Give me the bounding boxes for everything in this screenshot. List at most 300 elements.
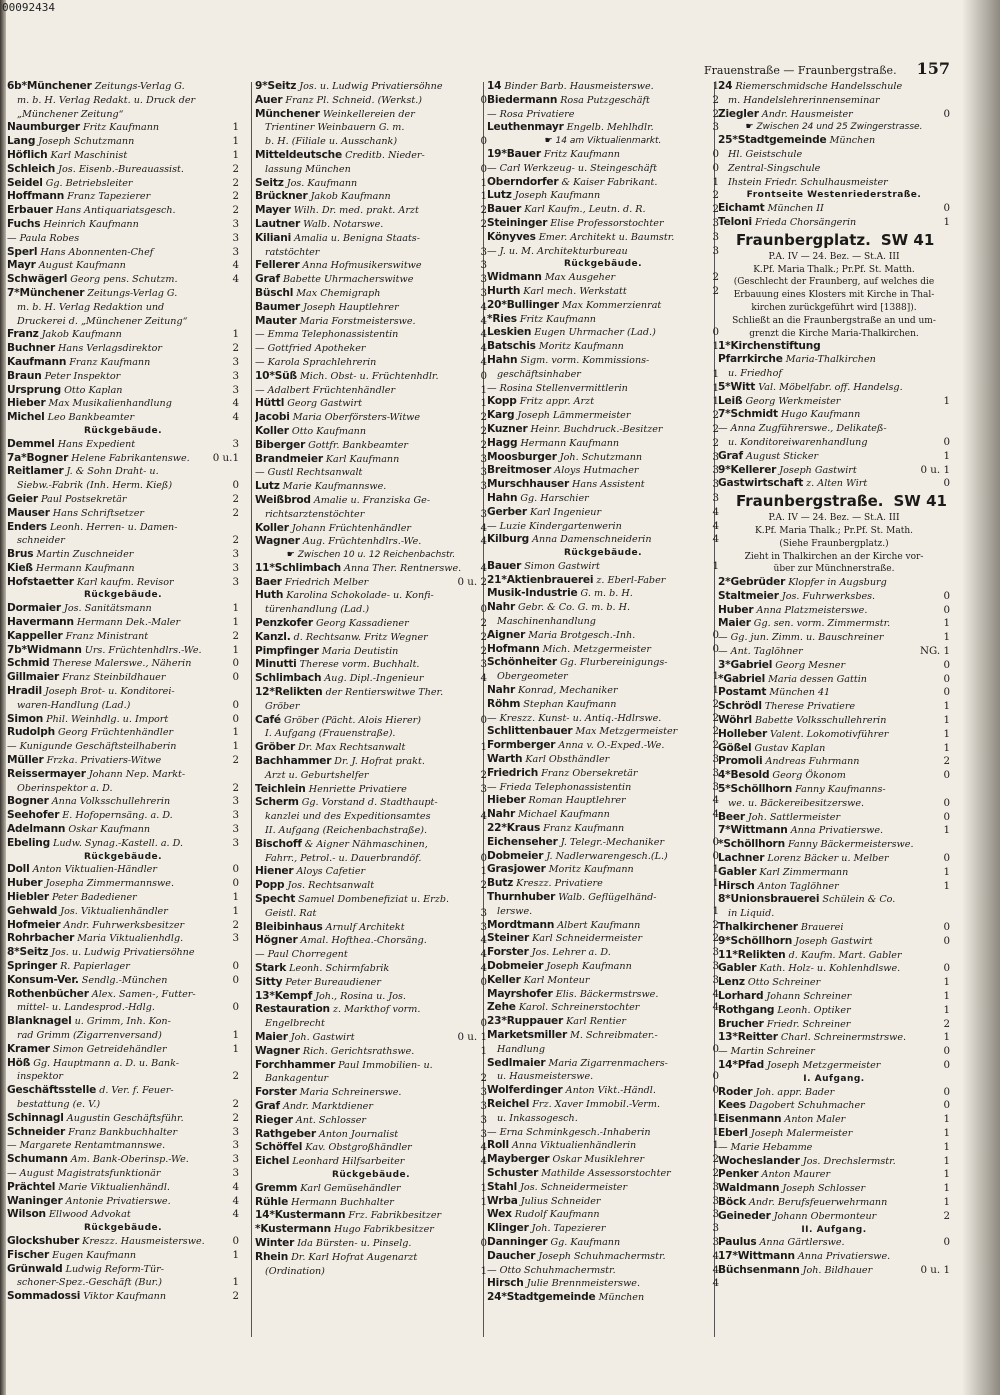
resident-name: Lenz [718,976,745,989]
resident-occupation: Oskar Kaufmann [65,824,151,836]
floor-number: 2 [232,754,239,767]
resident-name: Hurth [487,284,521,297]
floor-number: 3 [232,217,239,230]
house-number: 21* [487,573,507,586]
floor-number: 3 [232,231,239,244]
entry-text: kanzlei und des Expeditionsamtes [265,811,431,823]
resident-occupation: Simon Gastwirt [521,560,600,572]
resident-name: Formberger [487,739,556,752]
entry-continuation [718,907,950,921]
directory-entry [718,202,950,216]
resident-occupation: — Gg. jun. Zimm. u. Bauschreiner [718,632,884,644]
resident-name: Lorhard [718,990,764,1002]
floor-number: 3 [480,452,487,465]
floor-number: 1 [480,190,487,203]
floor-number: 0 [943,1085,950,1098]
resident-occupation: Hermann Kaufmann [32,562,135,574]
directory-entry [487,1057,719,1071]
directory-entry [718,1155,950,1169]
floor-number: 0 [943,477,950,490]
directory-entry [7,630,239,644]
resident-occupation: Joseph Malermeister [747,1127,853,1139]
resident-occupation: Joh. Schutzmann [556,451,643,463]
resident-occupation: August Kaufmann [35,260,126,272]
directory-entry [255,1209,487,1223]
resident-occupation: Maria Zigarrenmachers- [545,1057,668,1069]
resident-occupation: — Paul Chorregent [255,949,348,961]
directory-entry [7,809,239,823]
entry-continuation [7,1098,239,1112]
resident-occupation: Riemerschmidsche Handelsschule [732,81,903,92]
entry-text: in Liquid. [728,908,775,920]
directory-entry [7,135,239,149]
resident-name: Roll [487,1139,509,1152]
resident-name: Mauter [255,314,297,327]
floor-number: 1 [480,397,487,410]
resident-occupation: Fanny Kaufmanns- [792,784,886,796]
resident-occupation: Otto Schreiner [744,977,821,989]
directory-entry [718,1031,950,1045]
resident-name: Thurnhuber [487,891,556,904]
resident-occupation: Georg Werkmeister [742,395,841,407]
resident-occupation: — Otto Schuhmachermstr. [487,1264,616,1276]
resident-name: Reissermayer [7,767,86,780]
section-heading: Rückgebäude. [83,590,163,601]
resident-name: Relikten [737,948,786,961]
directory-entry [487,451,719,465]
floor-number: 0 [232,671,239,684]
floor-number: 1 [232,1276,239,1289]
resident-occupation: Oskar Musiklehrer [549,1154,645,1166]
directory-entry [718,1018,950,1032]
house-number: 23* [487,1015,507,1028]
directory-entry [255,204,487,218]
directory-entry [487,587,719,601]
resident-name: Mayr [7,259,36,272]
directory-entry [255,1059,487,1073]
directory-entry [487,423,719,437]
house-number: 25* [718,134,738,147]
floor-number: 4 [712,505,719,518]
floor-number: 1 [943,1154,950,1167]
directory-entry [487,822,719,836]
resident-occupation: Gebr. & Co. G. m. b. H. [514,602,631,614]
directory-entry [487,409,719,423]
resident-occupation: Georg Kassadiener [312,618,409,630]
resident-occupation: Karl Ingenieur [526,506,602,518]
house-number: 17* [718,1250,738,1263]
directory-entry [487,974,719,988]
resident-occupation: Anna v. O.-Exped.-We. [555,740,665,752]
directory-entry [255,990,487,1004]
directory-entry [487,437,719,451]
floor-number: 3 [232,369,239,382]
resident-occupation: Frz. Xaver Immobil.-Verm. [529,1098,661,1110]
floor-number: 0 [943,1045,950,1058]
resident-occupation: Valent. Lokomotivführer [766,728,889,740]
resident-occupation: Wilh. Dr. med. prakt. Arzt [290,205,419,217]
resident-name: Maier [718,617,751,630]
floor-number: 0 [232,863,239,876]
resident-name: Grasjower [487,863,546,876]
resident-occupation: Elis. Bäckermstrswe. [552,988,659,1000]
floor-number: 4 [480,342,487,355]
floor-number: 1 [943,741,950,754]
resident-occupation: Rich. Gerichtsrathswe. [299,1045,415,1057]
resident-occupation: Karl mech. Werkstatt [520,285,627,297]
directory-entry [7,507,239,521]
directory-entry [487,1084,719,1098]
resident-name: Brandmeier [255,452,323,465]
resident-occupation: Zeitungs-Verlag G. [84,287,178,299]
directory-entry [7,988,239,1002]
resident-occupation: E. Hofopernsäng. a. D. [59,810,173,822]
floor-number: 3 [232,1139,239,1152]
resident-name: Ruppauer [506,1015,564,1028]
directory-entry [487,108,719,122]
directory-entry [718,921,950,935]
directory-entry [7,1235,239,1249]
resident-name: Winter [255,1236,295,1249]
entry-text: schneider [17,535,65,547]
resident-occupation: Jos. Sanitätsmann [60,603,152,615]
resident-occupation: Binder Barb. Hausmeisterswe. [501,81,654,92]
floor-number: 2 [712,711,719,724]
floor-number: 2 [480,1072,487,1085]
resident-occupation: Michael Kaufmann [514,809,610,821]
resident-name: Ziegler [718,107,759,120]
floor-number: 1 [232,1042,239,1055]
resident-name: Fellerer [255,259,300,272]
directory-entry [487,1277,719,1291]
directory-entry [7,863,239,877]
resident-occupation: Kreszz. Hausmeisterswe. [79,1235,205,1247]
resident-occupation: Jos. u. Ludwig Privatiersöhne [48,947,195,959]
resident-occupation: Helene Fabrikantenswe. [68,452,190,464]
resident-occupation: Hans Abonnenten-Chef [37,246,154,258]
resident-name: Hagg [487,436,518,449]
directory-entry [718,824,950,838]
resident-occupation: Anna Hofmusikerswitwe [299,260,422,272]
resident-name: Gebrüder [730,576,786,589]
directory-entry [718,755,950,769]
directory-entry [7,1139,239,1153]
directory-entry [255,617,487,631]
floor-number: 3 [480,259,487,272]
resident-occupation: Walb. Notarswe. [300,218,384,230]
resident-occupation: Georg Ökonom [769,770,846,782]
resident-occupation: Maria Brotgesch.-Inh. [525,629,636,641]
directory-entry [718,880,950,894]
floor-number: 2 [232,629,239,642]
resident-name: Hieber [7,397,46,410]
directory-entry [255,1100,487,1114]
directory-entry [7,149,239,163]
floor-number: 2 [712,918,719,931]
floor-number: 3 [232,575,239,588]
floor-number: 4 [480,328,487,341]
resident-occupation: Anna Ther. Rentnerswe. [341,562,462,574]
resident-name: Lachner [718,852,765,865]
resident-occupation: Anna Volksschullehrerin [48,796,171,808]
resident-occupation: & Aigner Nähmaschinen, [301,838,428,850]
resident-occupation: z. Eberl-Faber [593,574,666,586]
floor-number: 1 [712,1111,719,1124]
directory-entry [7,121,239,135]
resident-occupation: Aug. Früchtenhdlrs.-We. [299,536,422,548]
entry-continuation [487,670,719,684]
entry-continuation [718,162,950,176]
directory-entry [7,644,239,658]
resident-name: Karg [487,409,515,422]
resident-name: Bleibinhaus [255,920,323,933]
directory-entry [487,712,719,726]
floor-number: 1 [943,824,950,837]
directory-entry [487,1222,719,1236]
resident-occupation: Joseph Brot- u. Konditorei- [41,686,175,698]
entry-text: Oberinspektor a. D. [17,782,113,794]
directory-entry [487,919,719,933]
resident-name: Biedermann [487,93,558,106]
house-number: 8* [7,946,20,959]
resident-occupation: Georg Früchtenhändler [54,727,174,739]
resident-name: Fischer [7,1248,50,1261]
directory-entry [7,177,239,191]
resident-name: Leuthenmayr [487,121,564,134]
resident-occupation: Franz Obersekretär [538,767,638,779]
resident-occupation: Karl kaufm. Revisor [73,576,174,588]
resident-name: Schlimbach [274,561,341,574]
directory-entry [487,382,719,396]
resident-occupation: Engelb. Mehlhdlr. [563,122,654,134]
resident-occupation: Henriette Privatiere [305,783,407,795]
directory-entry [255,535,487,549]
resident-occupation: Maria Forstmeisterswe. [296,315,416,327]
floor-number: 2 [480,438,487,451]
floor-number: 2 [232,506,239,519]
resident-name: Promoli [718,755,763,768]
resident-occupation: Johann Nep. Markt- [85,768,186,780]
directory-entry [7,190,239,204]
floor-number: 0 [712,1042,719,1055]
directory-entry [255,865,487,879]
resident-occupation: Therese Malerswe., Näherin [49,658,192,670]
floor-number: 4 [480,314,487,327]
directory-entry [255,976,487,990]
house-number: 5* [718,783,731,796]
resident-occupation: Hans Schriftsetzer [49,507,144,519]
entry-text: m. Handelslehrerinnenseminar [728,94,880,106]
resident-name: Hiener [255,865,294,878]
floor-number: 1 [480,1181,487,1194]
resident-name: Koller [255,424,289,437]
floor-number: 2 [712,1166,719,1179]
entry-text: Maschinenhandlung [497,616,596,628]
resident-occupation: — Anna Zugführerswe., Delikateß- [718,423,887,435]
entry-continuation [255,135,487,149]
resident-occupation: — Ant. Taglöhner [718,646,803,658]
directory-entry [487,245,719,259]
resident-occupation: Joh., Rosina u. Jos. [312,990,406,1002]
resident-occupation: Maria Viktualienhdlg. [74,933,184,945]
resident-occupation: Marie Kaufmannswe. [279,481,387,493]
resident-occupation: — Gustl Rechtsanwalt [255,467,363,479]
floor-number: 4 [480,948,487,961]
resident-occupation: R. Papierlager [57,961,130,972]
directory-entry [255,411,487,425]
resident-occupation: — Rosa Privatiere [487,108,575,120]
resident-name: Ursprung [7,383,62,396]
floor-number: 4 [480,521,487,534]
street-info: Zieht in Thalkirchen an der Kirche vor- [744,551,924,562]
floor-number: 2 [712,1153,719,1166]
directory-entry [255,1086,487,1100]
resident-name: Schwägerl [7,273,68,286]
floor-number: 2 [232,781,239,794]
floor-number: 2 [712,271,719,284]
floor-number: 1 [943,865,950,878]
entry-continuation [487,1043,719,1057]
floor-number: 0 [943,1058,950,1071]
resident-occupation: Urs. Früchtenhdlrs.-We. [81,644,202,656]
directory-entry [7,837,239,851]
floor-number: 0 [712,642,719,655]
floor-number: 1 [712,1139,719,1152]
section-heading: II. Aufgang. [801,1224,867,1235]
directory-entry [718,1210,950,1224]
resident-name: Seitz [19,946,49,959]
floor-number: 0 [943,796,950,809]
resident-name: Teloni [718,215,752,228]
resident-name: Eichamt [718,202,765,215]
entry-continuation [7,301,239,315]
floor-number: 2 [712,284,719,297]
resident-name: Münchener [19,286,85,299]
resident-name: Zehe [487,1001,516,1014]
floor-number: 4 [480,1141,487,1154]
floor-number: 1 [712,175,719,188]
resident-occupation: Moritz Kaufmann [545,864,634,876]
directory-entry [718,728,950,742]
floor-number: 3 [712,1194,719,1207]
directory-entry [7,932,239,946]
resident-occupation: Jos. Schneidermeister [517,1181,628,1193]
resident-occupation: Joseph Hauptlehrer [300,301,399,313]
resident-name: Huber [718,603,754,616]
directory-entry [487,231,719,245]
resident-name: Huber [7,877,43,890]
resident-name: Kieß [7,561,33,574]
resident-name: Hoffmann [7,190,65,203]
resident-occupation: Kav. Obstgroßhändler [302,1142,412,1154]
resident-name: Höflich [7,148,48,161]
resident-name: Lang [7,135,36,148]
directory-entry [718,1182,950,1196]
floor-number: 0 [480,135,487,148]
resident-occupation: Rudolf Kaufmann [511,1209,600,1221]
directory-entry [487,684,719,698]
floor-number: 2 [712,932,719,945]
house-number: 14* [718,1058,738,1071]
directory-entry [718,742,950,756]
resident-occupation: Eugen Uhrmacher (Lad.) [531,327,656,339]
directory-entry [718,1086,950,1100]
directory-entry [487,781,719,795]
entry-text: we. u. Bäckereibesitzerswe. [728,797,865,809]
street-info: P.A. IV — 24. Bez. — St.A. III [768,251,900,262]
resident-name: Schinnagl [7,1111,64,1124]
resident-occupation: Dr. J. Hofrat prakt. [331,756,425,768]
resident-occupation: Anton Maurer [758,1169,831,1181]
directory-entry [718,1141,950,1155]
floor-number: 1 [943,449,950,462]
directory-entry [487,203,719,217]
resident-name: Beer [718,810,745,823]
floor-number: 1 [232,148,239,161]
directory-entry [7,1126,239,1140]
floor-number: 1 [712,904,719,917]
resident-name: Bischoff [255,837,302,850]
entry-text: geschäftsinhaber [497,368,581,380]
floor-number: 1 [232,328,239,341]
resident-name: Reichel [487,1097,530,1110]
entry-continuation [718,797,950,811]
page-edge-shadow [962,0,1000,1395]
resident-occupation: Franz Pl. Schneid. (Werkst.) [282,94,423,106]
directory-entry [7,1084,239,1098]
street-info: Erbauung eines Klosters mit Kirche in Thal- [733,290,935,301]
floor-number: 4 [232,273,239,286]
entry-continuation [718,436,950,450]
directory-entry [487,960,719,974]
entry-text: u. Friedhof [728,367,782,379]
entry-continuation [718,148,950,162]
resident-name: Scherm [255,796,299,809]
floor-number: 3 [232,1153,239,1166]
resident-occupation: — August Magistratsfunktionär [7,1167,161,1179]
directory-entry [487,271,719,285]
resident-name: Auer [255,93,283,106]
resident-occupation: Karl Schneidermeister [529,933,643,945]
floor-number: 0 [232,1001,239,1014]
directory-entry [487,739,719,753]
resident-occupation: Joh. Tapezierer [528,1223,606,1235]
resident-name: Rieger [255,1113,293,1126]
floor-number: 1 [712,80,719,92]
resident-name: Stahl [487,1180,518,1193]
column-3 [487,80,719,1305]
floor-number: 4 [712,1263,719,1276]
directory-entry [718,866,950,880]
resident-name: Wagner [255,535,300,548]
resident-name: Relikten [274,686,323,699]
resident-name: Hirsch [718,879,755,892]
resident-name: Kilburg [487,533,530,546]
resident-name: Hahn [487,491,518,504]
resident-occupation: Gustav Kaplan [751,742,826,754]
resident-name: Schöllhorn [730,934,793,947]
resident-occupation: — Luzie Kindergartenwerin [487,520,622,532]
house-number: 7* [718,408,731,421]
directory-entry [487,354,719,368]
resident-name: Kanzl. [255,630,291,643]
house-number: 13* [718,1031,738,1044]
resident-name: Leskien [487,326,532,339]
floor-number: 3 [480,782,487,795]
resident-occupation: Johann Obermonteur [770,1210,877,1222]
floor-number: 2 [480,217,487,230]
resident-occupation: Julius Schneider [517,1195,601,1207]
